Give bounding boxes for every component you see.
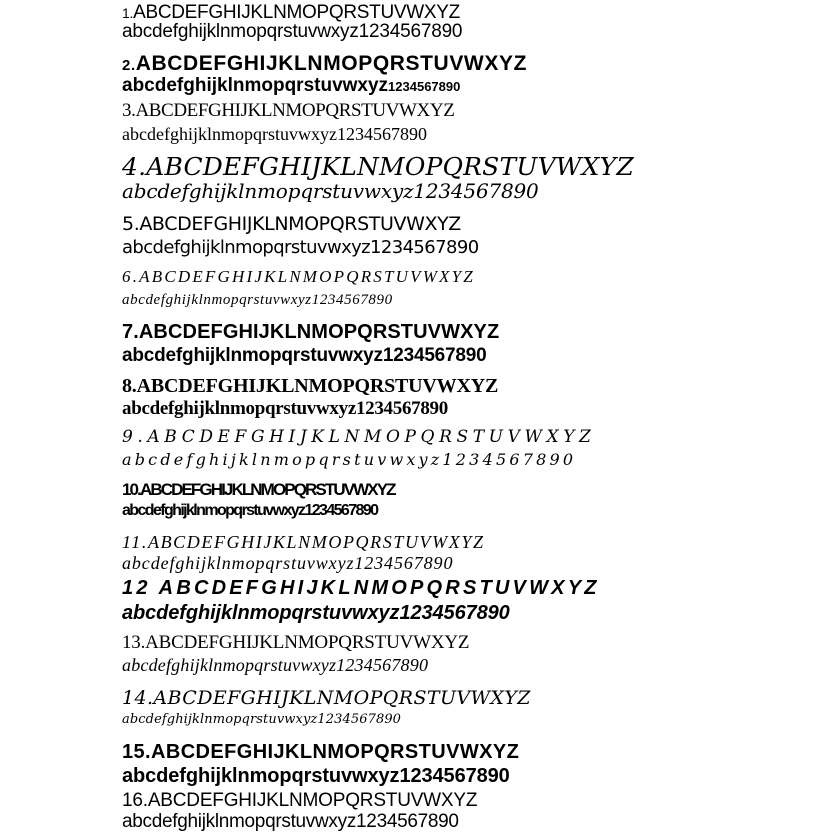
sample-8-uppercase bbox=[122, 375, 498, 398]
sample-9-number: 9. bbox=[122, 427, 148, 447]
sample-3-uppercase bbox=[122, 100, 454, 122]
sample-2-lowercase-text: abcdefghijklnmopqrstuvwxyz bbox=[122, 75, 389, 96]
sample-2-number: 2. bbox=[122, 57, 136, 74]
sample-14-number: 14. bbox=[122, 687, 154, 709]
sample-11-lowercase: abcdefghijklnmopqrstuvwxyz1234567890 bbox=[122, 553, 454, 573]
sample-15-uppercase-text: ABCDEFGHIJKLNMOPQRSTUVWXYZ bbox=[151, 741, 520, 763]
sample-4-uppercase-text: ABCDEFGHIJKLNMOPQRSTUVWXYZ bbox=[146, 153, 634, 181]
sample-5-lowercase: abcdefghijklnmopqrstuvwxyz1234567890 bbox=[122, 237, 479, 258]
sample-5-number: 5. bbox=[122, 213, 140, 235]
sample-16-lowercase: abcdefghijklnmopqrstuvwxyz1234567890 bbox=[122, 811, 459, 832]
sample-13-uppercase-text: ABCDEFGHIJKLNMOPQRSTUVWXYZ bbox=[145, 632, 470, 653]
sample-2-lowercase bbox=[122, 75, 460, 97]
sample-13-lowercase: abcdefghijklnmopqrstuvwxyz1234567890 bbox=[122, 655, 429, 675]
sample-12-uppercase-text: ABCDEFGHIJKLNMOPQRSTUVWXYZ bbox=[158, 577, 600, 599]
sample-2-uppercase bbox=[122, 52, 527, 76]
sample-11-uppercase-text: ABCDEFGHIJKLNMOPQRSTUVWXYZ bbox=[147, 532, 485, 552]
sample-4-number: 4. bbox=[122, 153, 147, 181]
sample-10-lowercase: abcdefghijklnmopqrstuvwxyz1234567890 bbox=[122, 502, 378, 519]
sample-15-number: 15. bbox=[122, 741, 152, 763]
sample-3-lowercase: abcdefghijklnmopqrstuvwxyz1234567890 bbox=[122, 124, 427, 144]
sample-5-uppercase bbox=[122, 213, 461, 235]
sample-9-uppercase-text: ABCDEFGHIJKLNMOPQRSTUVWXYZ bbox=[147, 427, 596, 447]
sample-16-uppercase-text: ABCDEFGHIJKLNMOPQRSTUVWXYZ bbox=[147, 790, 478, 811]
sample-11-number: 11. bbox=[122, 532, 148, 552]
sample-6-uppercase bbox=[122, 267, 475, 287]
sample-14-uppercase-text: ABCDEFGHIJKLNMOPQRSTUVWXYZ bbox=[153, 687, 531, 709]
sample-10-number: 10. bbox=[122, 480, 140, 499]
sample-11-uppercase bbox=[122, 532, 485, 553]
sample-13-number: 13. bbox=[122, 632, 146, 653]
sample-9-uppercase bbox=[122, 427, 595, 447]
sample-3-uppercase-text: ABCDEFGHIJKLNMOPQRSTUVWXYZ bbox=[135, 100, 455, 121]
sample-8-uppercase-text: ABCDEFGHIJKLNMOPQRSTUVWXYZ bbox=[136, 375, 499, 397]
sample-1-number: 1. bbox=[122, 5, 134, 21]
sample-7-uppercase bbox=[122, 321, 499, 344]
sample-15-lowercase: abcdefghijklnmopqrstuvwxyz1234567890 bbox=[122, 765, 510, 787]
sample-1-lowercase: abcdefghijklnmopqrstuvwxyz1234567890 bbox=[122, 21, 463, 42]
sample-6-lowercase: abcdefghijklnmopqrstuvwxyz1234567890 bbox=[122, 292, 393, 308]
sample-7-uppercase-text: ABCDEFGHIJKLNMOPQRSTUVWXYZ bbox=[138, 321, 500, 343]
sample-10-uppercase-text: ABCDEFGHIJKLNMOPQRSTUVWXYZ bbox=[139, 480, 395, 499]
sample-15-uppercase bbox=[122, 741, 519, 764]
sample-12-uppercase bbox=[122, 577, 600, 600]
sample-2-uppercase-text: ABCDEFGHIJKLNMOPQRSTUVWXYZ bbox=[135, 52, 527, 75]
sample-3-number: 3. bbox=[122, 100, 136, 121]
sample-13-uppercase bbox=[122, 632, 469, 654]
sample-9-lowercase: abcdefghijklnmopqrstuvwxyz1234567890 bbox=[122, 450, 577, 469]
sample-16-number: 16. bbox=[122, 790, 148, 811]
sample-2-digits: 1234567890 bbox=[388, 79, 461, 94]
sample-5-uppercase-text: ABCDEFGHIJKLNMOPQRSTUVWXYZ bbox=[139, 213, 461, 235]
sample-8-number: 8. bbox=[122, 375, 137, 397]
sample-7-number: 7. bbox=[122, 321, 139, 343]
sample-12-number: 12 bbox=[122, 577, 151, 599]
sample-7-lowercase: abcdefghijklnmopqrstuvwxyz1234567890 bbox=[122, 345, 487, 366]
sample-4-lowercase: abcdefghijklnmopqrstuvwxyz1234567890 bbox=[122, 179, 539, 203]
sample-14-uppercase bbox=[122, 687, 531, 709]
sample-6-uppercase-text: ABCDEFGHIJKLNMOPQRSTUVWXYZ bbox=[139, 267, 475, 286]
sample-10-uppercase bbox=[122, 480, 395, 500]
sample-16-uppercase bbox=[122, 790, 477, 812]
sample-8-lowercase: abcdefghijklnmopqrstuvwxyz1234567890 bbox=[122, 398, 448, 419]
sample-12-lowercase: abcdefghijklnmopqrstuvwxyz1234567890 bbox=[122, 602, 510, 624]
sample-14-lowercase: abcdefghijklnmopqrstuvwxyz1234567890 bbox=[122, 712, 402, 727]
sample-6-number: 6. bbox=[122, 267, 140, 286]
sample-4-uppercase bbox=[122, 153, 634, 181]
sample-1-uppercase-text: ABCDEFGHIJKLNMOPQRSTUVWXYZ bbox=[133, 2, 460, 23]
